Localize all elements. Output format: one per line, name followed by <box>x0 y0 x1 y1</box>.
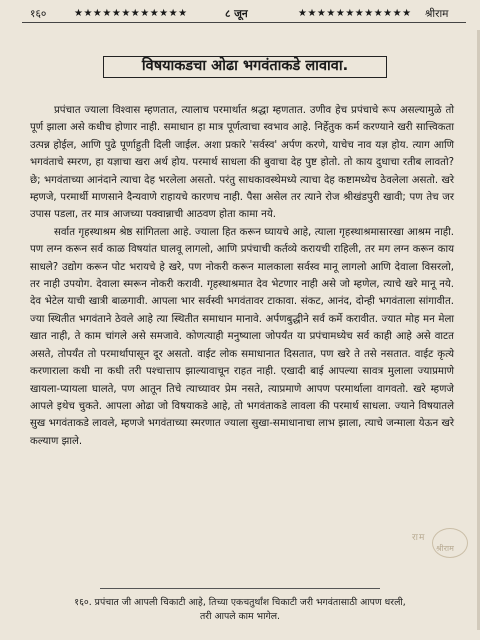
date-heading: ८ जून <box>225 8 248 20</box>
stamp-text-bottom: श्रीराम <box>436 544 454 553</box>
running-header-deity: श्रीराम <box>425 8 449 20</box>
header-rule <box>22 22 466 23</box>
stamp-text-top: राम <box>412 533 426 543</box>
footnote <box>40 596 440 624</box>
footnote-line-2: तरी आपले काम भागेल. <box>199 611 280 622</box>
chapter-title: विषयाकडचा ओढा भगवंताकडे लावावा. <box>103 56 387 78</box>
footnote-line-1: १६०. प्रपंचात जी आपली चिकाटी आहे, तिच्या एकचतुर्थांश चिकाटी जरी भगवंतासाठी आपण धरली, <box>74 597 406 608</box>
star-row-right: ★★★★★★★★★★★★ <box>298 8 412 19</box>
paragraph-1: प्रपंचात ज्याला विश्वास म्हणतात, त्यालाच परमार्थात श्रद्धा म्हणतात. उणीव हेच प्रपंचाचे रूप असल्यामुळे तो पूर्ण झाला असे कधीच होणार नाही. समाधान हा मात्र पूर्णत्वाचा स्वभाव आहे. निर्हेतुक कर्म करण्याने खरी सात्त्विकता उत्पन्न होईल, आणि पुढे पूर्णाहुती दिली जाईल. अशा प्रकारे 'सर्वस्व' अर्पण करणे, याचेच नाव यज्ञ होय. त्याग आणि भगवंताचे स्मरण, हा यज्ञाचा खरा अर्थ होय. परमार्थ साधला की बुवाचा देह पुष्ट होतो. तो काय दुधाचा रतीब लावतो? छे; भगवंताच्या आनंदाने त्याचा देह भरलेला असतो. परंतु साधकावस्थेमध्ये त्याचा देह कष्टामध्येच ठेवलेला असतो. खरे म्हणजे, परमार्थी माणसाने दैन्यवाणे राहायचे कारणच नाही. पैसा असेल तर त्याने रोज श्रीखंडपुरी खावी; पण तेच जर उपास पडला, तर मात्र आजच्या पक्वान्नाची आठवण होता कामा नये. <box>30 105 454 221</box>
star-row-left: ★★★★★★★★★★★★ <box>74 8 188 19</box>
page-number: १६० <box>30 8 47 20</box>
body-text <box>30 102 454 450</box>
footnote-rule <box>100 588 380 589</box>
page-header <box>0 6 480 22</box>
paragraph-2: सर्वात गृहस्थाश्रम श्रेष्ठ सांगितला आहे. ज्याला हित करून घ्यायचे आहे, त्याला गृहस्थाश्रमासारखा आश्रम नाही. पण लग्न करून सर्व काळ विषयांत घालवू लागलो, आणि प्रपंचाची कर्तव्ये करायची राहिली, तर मग लग्न करून काय साधले? उद्योग करून पोट भरायचे हे खरे, पण नोकरी करून मालकाला सर्वस्व मानू लागलो आणि देवाला विसरलो, तर नाही उपयोग. देवाला स्मरून नोकरी करावी. गृहस्थाश्रमात देव भेटणार नाही असे जो म्हणेल, त्याचे खरे मानू नये. देव भेटेल याची खात्री बाळगावी. आपला भार सर्वस्वी भगवंतावर टाकावा. संकट, आनंद, दोन्ही भगवंताला सांगावीत. ज्या स्थितीत भगवंताने ठेवले आहे त्या स्थितीत समाधान मानावे. अर्पणबुद्धीने सर्व कर्मे करावीत. ज्यात मोह मन मेला खात नाही, ते काम चांगले असे समजावे. कोणत्याही मनुष्याला जोपर्यंत या प्रपंचामध्येच सर्व काही आहे असे वाटत असते, तोपर्यंत तो परमार्थापासून दूर असतो. वाईट लोक समाधानात दिसतात, पण खरे ते तसे नसतात. वाईट कृत्ये करणाराला कधी ना कधी तरी पश्चात्ताप झाल्यावाचून राहत नाही. एखादी बाई आपल्या सावत्र मुलाला ज्याप्रमाणे खायला-प्यायला घालते, पण आतून तिचे त्याच्यावर प्रेम नसते, त्याप्रमाणे आपण परमार्थाला वागवतो. खरे म्हणजे आपले इथेच चुकते. आपला ओढा जो विषयाकडे आहे, तो भगवंताकडे लावला की परमार्थ साधला. ज्याने विषयातले सुख भगवंताकडे लावले, म्हणजे भगवंताच्या स्मरणात ज्याला सुखा-समाधानाचा लाभ झाला, त्याचे जन्माला येऊन खरे कल्याण झाले. <box>30 226 454 447</box>
